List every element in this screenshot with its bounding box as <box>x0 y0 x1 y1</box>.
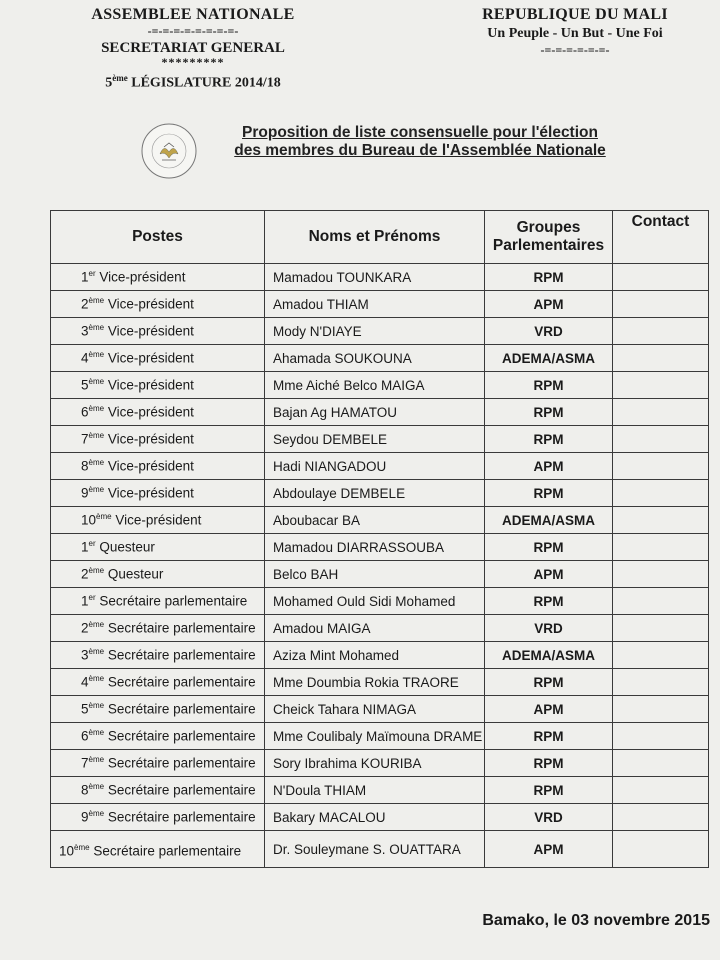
contact-cell <box>613 399 709 426</box>
poste-ordinal: er <box>88 269 96 279</box>
republic-name: REPUBLIQUE DU MALI <box>482 6 668 23</box>
poste-cell <box>51 615 265 642</box>
poste-title: Secrétaire parlementaire <box>104 782 256 798</box>
nom-cell: Mamadou TOUNKARA <box>265 264 485 291</box>
nom-cell: Bajan Ag HAMATOU <box>265 399 485 426</box>
contact-cell <box>613 588 709 615</box>
poste-number: 3 <box>81 647 89 663</box>
poste-cell <box>51 399 265 426</box>
nom-cell: Aboubacar BA <box>265 507 485 534</box>
poste-title: Vice-président <box>104 485 194 501</box>
poste-cell <box>51 480 265 507</box>
table-row <box>51 372 709 399</box>
header-left-stars: ********* <box>161 55 225 69</box>
title-line-2: des membres du Bureau de l'Assemblée Nationale <box>234 142 606 159</box>
poste-ordinal: ème <box>88 809 105 819</box>
poste-ordinal: ème <box>88 674 105 684</box>
groupe-cell: RPM <box>485 669 613 696</box>
poste-number: 4 <box>81 350 89 366</box>
contact-cell <box>613 507 709 534</box>
legislature-text: LÉGISLATURE 2014/18 <box>127 75 281 91</box>
poste-number: 8 <box>81 782 89 798</box>
table-row <box>51 561 709 588</box>
table-header-row <box>51 211 709 264</box>
assembly-name: ASSEMBLEE NATIONALE <box>91 6 295 23</box>
contact-cell <box>613 480 709 507</box>
poste-number: 5 <box>81 377 89 393</box>
poste-ordinal: ème <box>88 782 105 792</box>
poste-cell <box>51 588 265 615</box>
poste-number: 7 <box>81 755 89 771</box>
poste-cell <box>51 264 265 291</box>
poste-cell <box>51 318 265 345</box>
poste-title: Vice-président <box>104 458 194 474</box>
poste-ordinal: ème <box>88 377 105 387</box>
groupe-cell: RPM <box>485 777 613 804</box>
groupe-cell: RPM <box>485 372 613 399</box>
legislature-ordinal: ème <box>112 73 128 83</box>
contact-cell <box>613 615 709 642</box>
poste-ordinal: ème <box>88 350 105 360</box>
poste-ordinal: ème <box>88 755 105 765</box>
document-title <box>205 124 635 160</box>
poste-cell <box>51 723 265 750</box>
poste-ordinal: ème <box>88 566 105 576</box>
poste-number: 2 <box>81 620 89 636</box>
contact-cell <box>613 534 709 561</box>
table-row <box>51 507 709 534</box>
table-row <box>51 615 709 642</box>
poste-number: 2 <box>81 296 89 312</box>
poste-cell <box>51 561 265 588</box>
header-right <box>470 6 680 56</box>
groupe-cell: ADEMA/ASMA <box>485 642 613 669</box>
poste-number: 2 <box>81 566 89 582</box>
contact-cell <box>613 345 709 372</box>
contact-cell <box>613 561 709 588</box>
poste-ordinal: ème <box>88 323 105 333</box>
contact-cell <box>613 696 709 723</box>
nom-cell: Mme Doumbia Rokia TRAORE <box>265 669 485 696</box>
poste-number: 4 <box>81 674 89 690</box>
contact-cell <box>613 750 709 777</box>
poste-ordinal: ème <box>88 296 105 306</box>
poste-cell <box>51 696 265 723</box>
table-row <box>51 804 709 831</box>
poste-number: 8 <box>81 458 89 474</box>
nom-cell: Sory Ibrahima KOURIBA <box>265 750 485 777</box>
poste-number: 9 <box>81 485 89 501</box>
contact-cell <box>613 453 709 480</box>
poste-ordinal: ème <box>96 512 112 522</box>
national-assembly-seal-icon <box>140 122 198 180</box>
groupe-cell: ADEMA/ASMA <box>485 507 613 534</box>
table-body <box>51 264 709 868</box>
table-row <box>51 750 709 777</box>
groupe-cell: RPM <box>485 750 613 777</box>
groupe-cell: APM <box>485 291 613 318</box>
bureau-members-table <box>50 210 709 868</box>
poste-ordinal: ème <box>88 647 105 657</box>
poste-title: Secrétaire parlementaire <box>104 647 256 663</box>
national-motto: Un Peuple - Un But - Une Foi <box>487 26 663 41</box>
poste-ordinal: ème <box>88 404 105 414</box>
poste-number: 6 <box>81 404 89 420</box>
poste-title: Vice-président <box>104 404 194 420</box>
contact-cell <box>613 264 709 291</box>
nom-cell: Abdoulaye DEMBELE <box>265 480 485 507</box>
contact-cell <box>613 372 709 399</box>
poste-title: Secrétaire parlementaire <box>95 593 248 609</box>
nom-cell: Cheick Tahara NIMAGA <box>265 696 485 723</box>
groupe-cell: ADEMA/ASMA <box>485 345 613 372</box>
poste-cell <box>51 669 265 696</box>
place-and-date: Bamako, le 03 novembre 2015 <box>482 912 710 929</box>
secretariat-name: SECRETARIAT GENERAL <box>101 40 285 56</box>
poste-number: 5 <box>81 701 89 717</box>
table-row <box>51 831 709 868</box>
groupe-cell: RPM <box>485 426 613 453</box>
poste-title: Secrétaire parlementaire <box>104 674 256 690</box>
nom-cell: Bakary MACALOU <box>265 804 485 831</box>
poste-cell <box>51 453 265 480</box>
contact-cell <box>613 642 709 669</box>
contact-cell <box>613 669 709 696</box>
contact-cell <box>613 291 709 318</box>
table-row <box>51 696 709 723</box>
table-row <box>51 642 709 669</box>
poste-cell <box>51 372 265 399</box>
poste-number: 1 <box>81 539 89 555</box>
contact-cell <box>613 804 709 831</box>
groupe-cell: APM <box>485 696 613 723</box>
nom-cell: Dr. Souleymane S. OUATTARA <box>265 831 485 868</box>
contact-cell <box>613 831 709 868</box>
groupe-cell: APM <box>485 453 613 480</box>
poste-cell <box>51 804 265 831</box>
table-row <box>51 264 709 291</box>
table-row <box>51 669 709 696</box>
nom-cell: Amadou THIAM <box>265 291 485 318</box>
poste-ordinal: er <box>88 539 96 549</box>
groupe-cell: RPM <box>485 264 613 291</box>
title-line-1: Proposition de liste consensuelle pour l'élection <box>242 124 598 141</box>
nom-cell: Mody N'DIAYE <box>265 318 485 345</box>
nom-cell: Mamadou DIARRASSOUBA <box>265 534 485 561</box>
nom-cell: N'Doula THIAM <box>265 777 485 804</box>
nom-cell: Aziza Mint Mohamed <box>265 642 485 669</box>
contact-cell <box>613 777 709 804</box>
nom-cell: Mme Aiché Belco MAIGA <box>265 372 485 399</box>
groupe-cell: RPM <box>485 723 613 750</box>
contact-cell <box>613 318 709 345</box>
table-row <box>51 777 709 804</box>
table-row <box>51 345 709 372</box>
groupe-cell: APM <box>485 561 613 588</box>
header-left-divider: -=-=-=-=-=-=-=-=- <box>147 24 239 38</box>
poste-cell <box>51 291 265 318</box>
table-row <box>51 480 709 507</box>
legislature-number: 5 <box>105 75 113 91</box>
poste-number: 7 <box>81 431 89 447</box>
poste-title: Questeur <box>104 566 164 582</box>
poste-title: Secrétaire parlementaire <box>104 809 256 825</box>
groupe-cell: RPM <box>485 399 613 426</box>
table-row <box>51 723 709 750</box>
poste-title: Vice-président <box>104 350 194 366</box>
table-row <box>51 399 709 426</box>
poste-title: Secrétaire parlementaire <box>104 755 256 771</box>
table-row <box>51 318 709 345</box>
poste-cell <box>51 831 265 868</box>
poste-cell <box>51 777 265 804</box>
nom-cell: Hadi NIANGADOU <box>265 453 485 480</box>
poste-number: 1 <box>81 269 89 285</box>
header-groupes: Groupes Parlementaires <box>485 211 613 264</box>
nom-cell: Amadou MAIGA <box>265 615 485 642</box>
poste-title: Vice-président <box>95 269 186 285</box>
poste-cell <box>51 750 265 777</box>
poste-title: Secrétaire parlementaire <box>104 728 256 744</box>
header-postes: Postes <box>51 211 265 264</box>
poste-cell <box>51 642 265 669</box>
poste-ordinal: ème <box>88 431 105 441</box>
groupe-cell: VRD <box>485 615 613 642</box>
nom-cell: Ahamada SOUKOUNA <box>265 345 485 372</box>
poste-number: 1 <box>81 593 89 609</box>
nom-cell: Mohamed Ould Sidi Mohamed <box>265 588 485 615</box>
poste-cell <box>51 345 265 372</box>
poste-ordinal: ème <box>88 728 105 738</box>
poste-title: Vice-président <box>104 296 194 312</box>
poste-number: 6 <box>81 728 89 744</box>
poste-title: Questeur <box>95 539 155 555</box>
poste-ordinal: ème <box>88 620 105 630</box>
groupe-cell: RPM <box>485 588 613 615</box>
legislature <box>78 73 308 92</box>
poste-title: Vice-président <box>104 323 194 339</box>
poste-ordinal: ème <box>88 485 105 495</box>
nom-cell: Mme Coulibaly Maïmouna DRAME <box>265 723 485 750</box>
table-row <box>51 534 709 561</box>
groupe-cell: VRD <box>485 318 613 345</box>
poste-ordinal: ème <box>88 458 105 468</box>
poste-number: 9 <box>81 809 89 825</box>
poste-number: 3 <box>81 323 89 339</box>
nom-cell: Seydou DEMBELE <box>265 426 485 453</box>
poste-number: 10 <box>81 512 97 528</box>
table-row <box>51 588 709 615</box>
poste-title: Vice-président <box>104 377 194 393</box>
poste-ordinal: er <box>88 593 96 603</box>
table-row <box>51 291 709 318</box>
poste-ordinal: ème <box>74 842 90 852</box>
table-row <box>51 453 709 480</box>
poste-title: Vice-président <box>104 431 194 447</box>
header-left <box>78 6 308 92</box>
poste-cell <box>51 426 265 453</box>
header-contact: Contact <box>613 211 709 264</box>
poste-ordinal: ème <box>88 701 105 711</box>
poste-title: Vice-président <box>111 512 202 528</box>
poste-number: 10 <box>59 843 75 859</box>
contact-cell <box>613 723 709 750</box>
poste-title: Secrétaire parlementaire <box>104 701 256 717</box>
poste-title: Secrétaire parlementaire <box>89 843 242 859</box>
groupe-cell: APM <box>485 831 613 868</box>
groupe-cell: VRD <box>485 804 613 831</box>
header-right-divider: -=-=-=-=-=-=- <box>540 43 610 57</box>
poste-cell <box>51 534 265 561</box>
poste-title: Secrétaire parlementaire <box>104 620 256 636</box>
contact-cell <box>613 426 709 453</box>
poste-cell <box>51 507 265 534</box>
table-row <box>51 426 709 453</box>
groupe-cell: RPM <box>485 534 613 561</box>
header-noms: Noms et Prénoms <box>265 211 485 264</box>
groupe-cell: RPM <box>485 480 613 507</box>
nom-cell: Belco BAH <box>265 561 485 588</box>
